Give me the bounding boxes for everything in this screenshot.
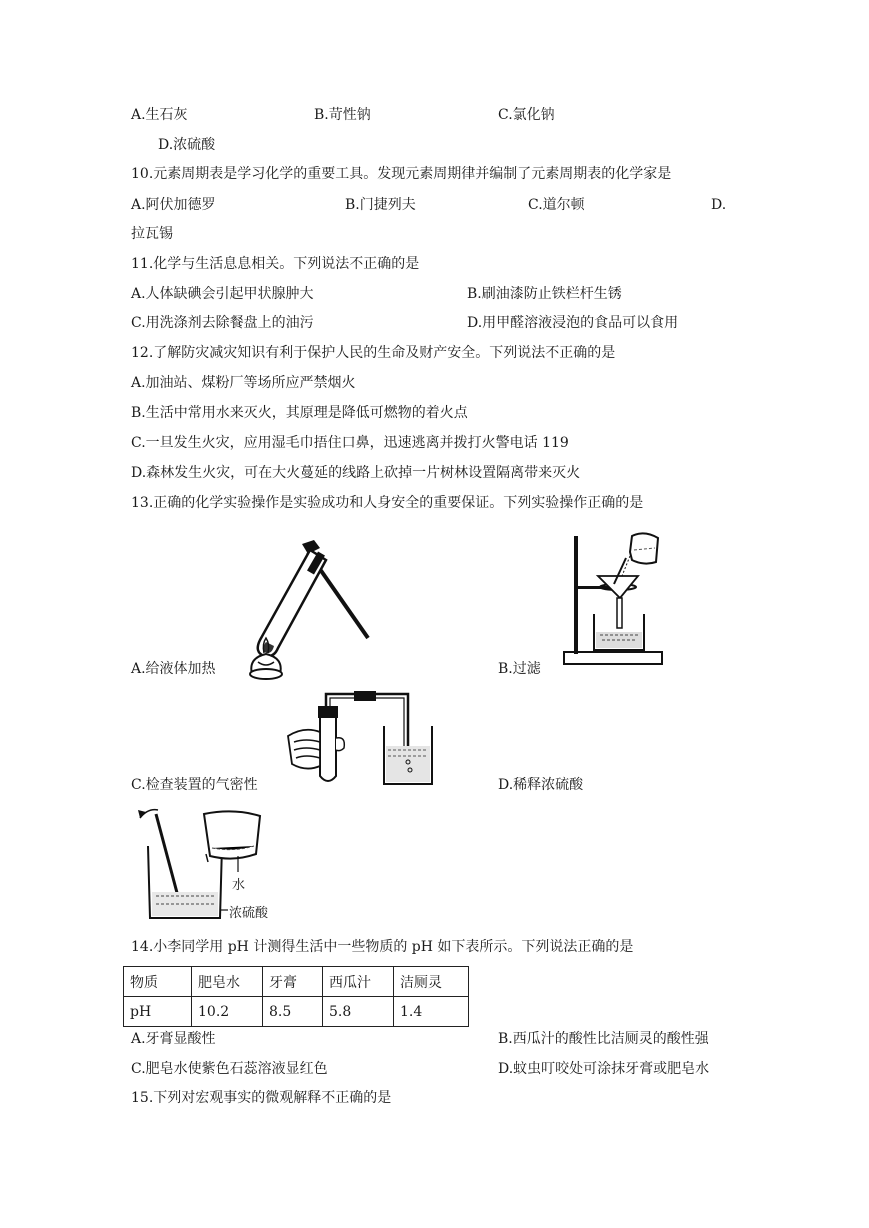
airtightness-figure [284, 686, 440, 790]
water-label: 水 [232, 878, 246, 893]
q11-option-a: A.人体缺碘会引起甲状腺肿大 [131, 286, 314, 302]
q14-option-d: D.蚊虫叮咬处可涂抹牙膏或肥皂水 [498, 1061, 710, 1077]
table-cell: pH [124, 997, 192, 1027]
q10-option-d: D. [711, 197, 727, 213]
table-cell: 肥皂水 [192, 967, 263, 997]
q15-stem: 15.下列对宏观事实的微观解释不正确的是 [131, 1090, 392, 1106]
q13-option-b: B.过滤 [498, 661, 541, 677]
q14-option-a: A.牙膏显酸性 [131, 1031, 216, 1047]
q13-option-c: C.检查装置的气密性 [131, 777, 258, 793]
q10-option-b: B.门捷列夫 [345, 197, 416, 213]
table-cell: 洁厕灵 [394, 967, 469, 997]
table-cell: 1.4 [394, 997, 469, 1027]
q10-stem: 10.元素周期表是学习化学的重要工具。发现元素周期律并编制了元素周期表的化学家是 [131, 166, 672, 182]
q12-option-d: D.森林发生火灾，可在大火蔓延的线路上砍掉一片树林设置隔离带来灭火 [131, 465, 581, 481]
q10-option-c: C.道尔顿 [528, 197, 585, 213]
table-header-row [124, 967, 469, 997]
table-cell: 物质 [124, 967, 192, 997]
ph-table [123, 966, 469, 1027]
q11-option-c: C.用洗涤剂去除餐盘上的油污 [131, 315, 314, 331]
table-cell: 牙膏 [263, 967, 323, 997]
q14-option-b: B.西瓜汁的酸性比洁厕灵的酸性强 [498, 1031, 709, 1047]
q12-option-c: C.一旦发生火灾，应用湿毛巾捂住口鼻，迅速逃离并拨打火警电话 119 [131, 435, 569, 451]
q12-option-a: A.加油站、煤粉厂等场所应严禁烟火 [131, 375, 356, 391]
q11-option-b: B.刷油漆防止铁栏杆生锈 [467, 286, 622, 302]
q12-stem: 12.了解防灾减灾知识有利于保护人民的生命及财产安全。下列说法不正确的是 [131, 345, 616, 361]
filtration-figure [560, 532, 670, 668]
q14-option-c: C.肥皂水使紫色石蕊溶液显红色 [131, 1061, 328, 1077]
q13-option-a: A.给液体加热 [131, 661, 216, 677]
q13-option-d: D.稀释浓硫酸 [498, 777, 584, 793]
table-cell: 8.5 [263, 997, 323, 1027]
q14-stem: 14.小李同学用 pH 计测得生活中一些物质的 pH 如下表所示。下列说法正确的是 [131, 939, 634, 955]
q12-option-b: B.生活中常用水来灭火，其原理是降低可燃物的着火点 [131, 405, 468, 421]
table-cell: 10.2 [192, 997, 263, 1027]
q9-option-d: D.浓硫酸 [158, 137, 216, 153]
table-cell: 西瓜汁 [323, 967, 394, 997]
q9-option-c: C.氯化钠 [498, 107, 555, 123]
q11-stem: 11.化学与生活息息相关。下列说法不正确的是 [131, 256, 420, 272]
q9-option-a: A.生石灰 [131, 107, 188, 123]
table-row [124, 997, 469, 1027]
q10-option-a: A.阿伏加德罗 [131, 197, 216, 213]
q11-option-d: D.用甲醛溶液浸泡的食品可以食用 [467, 315, 679, 331]
table-cell: 5.8 [323, 997, 394, 1027]
q9-option-b: B.苛性钠 [314, 107, 371, 123]
acid-label: 浓硫酸 [229, 906, 269, 921]
q10-option-d-wrap: 拉瓦锡 [131, 226, 173, 242]
q13-stem: 13.正确的化学实验操作是实验成功和人身安全的重要保证。下列实验操作正确的是 [131, 495, 644, 511]
heating-liquid-figure [240, 540, 380, 682]
